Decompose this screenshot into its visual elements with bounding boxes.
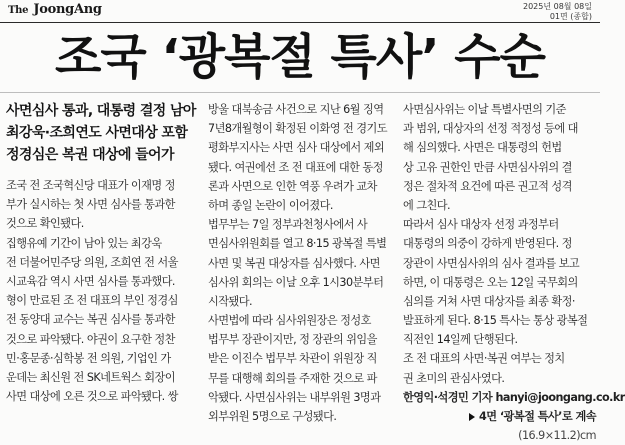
text-line: 운데는 최신원 전 SK네트웍스 회장이: [6, 370, 175, 384]
byline: 한영익·석경민 기자 hanyi@joongang.co.kr: [403, 390, 625, 404]
text-line: 받은 이진수 법무부 차관이 위원장 직: [208, 352, 377, 366]
text-line: 정은 절차적 요건에 따른 권고적 성격: [403, 179, 572, 193]
text-line: 대통령의 의중이 강하게 반영된다. 정: [403, 237, 572, 251]
text-line: 권 초미의 관심사였다.: [403, 371, 505, 385]
continued-text: 4면 ‘광복절 특사’로 계속: [479, 410, 596, 423]
text-line: 부가 실시하는 첫 사면 심사를 통과한: [6, 198, 175, 212]
text-line: 시작됐다.: [208, 294, 253, 308]
text-line: 법무부 장관이지만, 정 장관의 위임을: [208, 333, 377, 347]
text-line: 조국 전 조국혁신당 대표가 이재명 정: [6, 179, 175, 192]
text-line: 사면법에 따라 심사위원장은 정성호: [208, 314, 371, 328]
text-line: 됐다. 여권에선 조 전 대표에 대한 동정: [208, 160, 383, 174]
text-line: 전 동양대 교수는 복권 심사를 통과한: [6, 313, 175, 327]
column-3-body: [403, 100, 596, 388]
text-line: 상 고유 권한인 만큼 사면심사위의 결: [403, 160, 572, 174]
text-line: 심의를 거쳐 사면 대상자를 최종 확정·: [403, 294, 575, 308]
text-line: 평화부지사는 사면 심사 대상에서 제외: [208, 141, 385, 155]
text-line: 형이 만료된 조 전 대표의 부인 정경심: [6, 294, 178, 308]
text-line: 무를 대행해 회의를 주재한 것으로 파: [208, 371, 377, 385]
text-line: 직전인 14일께 단행된다.: [403, 333, 518, 347]
text-line: 과 범위, 대상자의 선정 적정성 등에 대: [403, 122, 578, 136]
logo-name: JoongAng: [33, 2, 102, 17]
column-3: [403, 100, 625, 445]
text-line: 심사위 회의는 이날 오후 1시30분부터: [208, 275, 384, 289]
text-line: 집행유예 기간이 남아 있는 최강욱: [6, 236, 162, 250]
continued-note: [403, 407, 596, 426]
text-line: 민·홍문종·심학봉 전 의원, 기업인 가: [6, 351, 171, 365]
subheadlines: [6, 100, 199, 166]
issue-meta: [523, 2, 592, 21]
arrow-icon: [469, 413, 475, 421]
logo-the: The: [8, 5, 29, 16]
text-line: 해 심의했다. 사면은 대통령의 헌법: [403, 141, 562, 155]
text-line: 외부위원 5명으로 구성됐다.: [208, 410, 337, 423]
column-2-body: [208, 100, 393, 426]
text-line: 면심사위원회를 열고 8·15 광복절 특별: [208, 237, 387, 251]
column-2: [208, 100, 393, 426]
masthead: [0, 0, 600, 23]
page-title: 조국 ‘광복절 특사’ 수순: [55, 29, 545, 85]
divider: [0, 92, 600, 93]
text-line: 것으로 파악됐다. 야권이 요구한 정찬: [6, 332, 175, 346]
text-line: 사면 대상에 오른 것으로 파악됐다. 쌍: [6, 390, 178, 404]
newspaper-logo: [8, 2, 102, 17]
text-line: 조 전 대표의 사면·복권 여부는 정치: [403, 352, 565, 366]
text-line: 사면 및 복권 대상자를 심사했다. 사면: [208, 256, 380, 270]
text-line: 에 그친다.: [403, 198, 451, 212]
subheadline: 사면심사 통과, 대통령 결정 남아: [6, 103, 196, 119]
text-line: 7년8개월형이 확정된 이화영 전 경기도: [208, 122, 388, 136]
text-line: 방울 대북송금 사건으로 지난 6월 징역: [208, 103, 384, 116]
text-line: 사면심사위는 이날 특별사면의 기준: [403, 103, 566, 116]
page-number: 01면 (종합): [549, 11, 592, 21]
subheadline: 정경심은 복권 대상에 들어가: [6, 147, 174, 163]
text-line: 법무부는 7일 정부과천청사에서 사: [208, 218, 368, 232]
column-1-body: [6, 176, 199, 406]
text-line: 하면, 이 대통령은 오는 12일 국무회의: [403, 275, 578, 289]
article-size: (16.9×11.2)cm: [518, 429, 596, 443]
text-line: 발표하게 된다. 8·15 특사는 통상 광복절: [403, 314, 588, 328]
column-1: [6, 100, 199, 406]
text-line: 하며 종일 논란이 이어졌다.: [208, 198, 333, 212]
text-line: 장관이 사면심사위의 심사 결과를 보고: [403, 256, 580, 270]
text-line: 따라서 심사 대상자 선정 과정부터: [403, 218, 559, 232]
text-line: 전 더불어민주당 의원, 조희연 전 서울: [6, 255, 178, 269]
text-line: 것으로 확인됐다.: [6, 217, 84, 231]
text-line: 악됐다. 사면심사위는 내부위원 3명과: [208, 390, 381, 404]
subheadline: 최강욱·조희연도 사면대상 포함: [6, 125, 188, 141]
issue-date: 2025년 08월 08일: [523, 2, 592, 11]
text-line: 론과 사면으로 인한 역풍 우려가 교차: [208, 179, 377, 193]
text-line: 시교육감 역시 사면 심사를 통과했다.: [6, 274, 175, 288]
